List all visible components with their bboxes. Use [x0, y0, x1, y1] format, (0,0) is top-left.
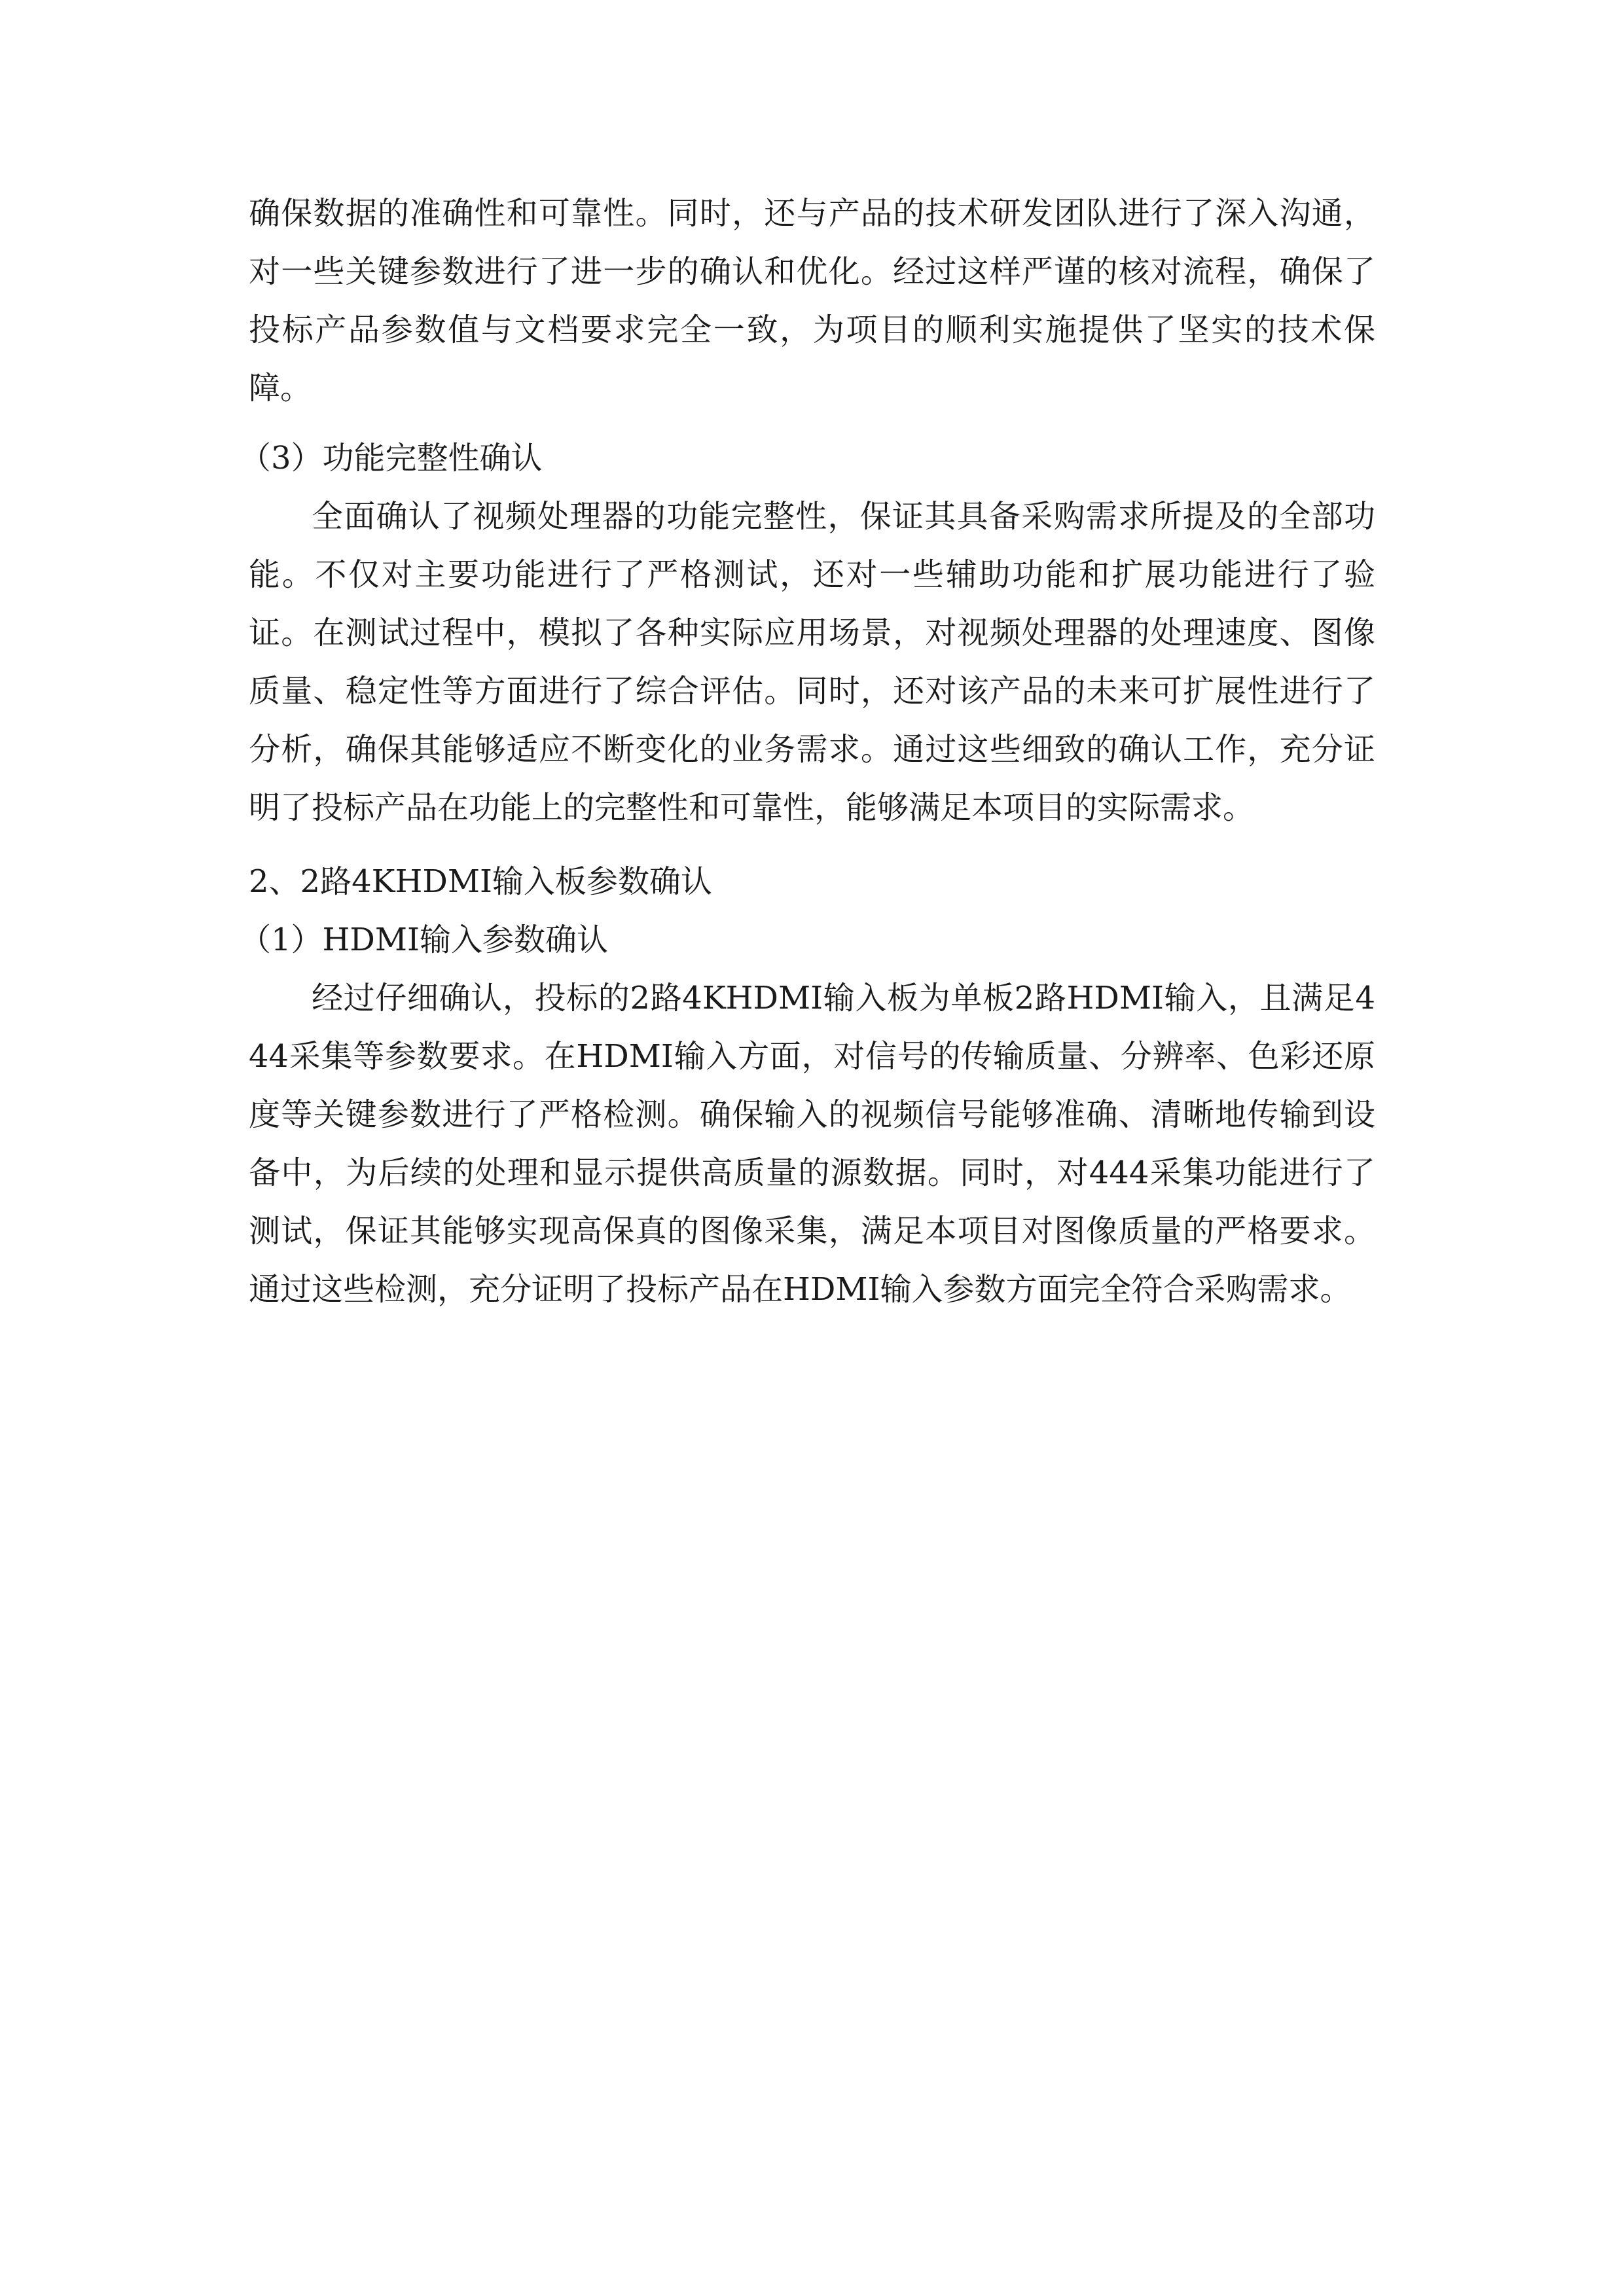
- paragraph-function-completeness: 全面确认了视频处理器的功能完整性，保证其具备采购需求所提及的全部功能。不仅对主要功能进行了严格测试，还对一些辅助功能和扩展功能进行了验证。在测试过程中，模拟了各种实际应用场景，对视频处理器的处理速度、图像质量、稳定性等方面进行了综合评估。同时，还对该产品的未来可扩展性进行了分析，确保其能够适应不断变化的业务需求。通过这些细致的确认工作，充分证明了投标产品在功能上的完整性和可靠性，能够满足本项目的实际需求。: [249, 498, 1375, 826]
- heading-hdmi-input-params: （1）HDMI输入参数确认: [240, 922, 608, 958]
- spacer: [249, 418, 1375, 429]
- document-body: [240, 185, 1375, 1319]
- spacer: [249, 837, 1375, 853]
- paragraph-hdmi-input-params: 经过仔细确认，投标的2路4KHDMI输入板为单板2路HDMI输入，且满足444采集等参数要求。在HDMI输入方面，对信号的传输质量、分辨率、色彩还原度等关键参数进行了严格检测。确保输入的视频信号能够准确、清晰地传输到设备中，为后续的处理和显示提供高质量的源数据。同时，对444采集功能进行了测试，保证其能够实现高保真的图像采集，满足本项目对图像质量的严格要求。通过这些检测，充分证明了投标产品在HDMI输入参数方面完全符合采购需求。: [249, 980, 1375, 1308]
- paragraph-data-verification: 确保数据的准确性和可靠性。同时，还与产品的技术研发团队进行了深入沟通，对一些关键参数进行了进一步的确认和优化。经过这样严谨的核对流程，确保了投标产品参数值与文档要求完全一致，为项目的顺利实施提供了坚实的技术保障。: [249, 195, 1375, 406]
- heading-function-completeness: （3）功能完整性确认: [240, 440, 543, 476]
- heading-hdmi-board: 2、2路4KHDMI输入板参数确认: [249, 863, 712, 900]
